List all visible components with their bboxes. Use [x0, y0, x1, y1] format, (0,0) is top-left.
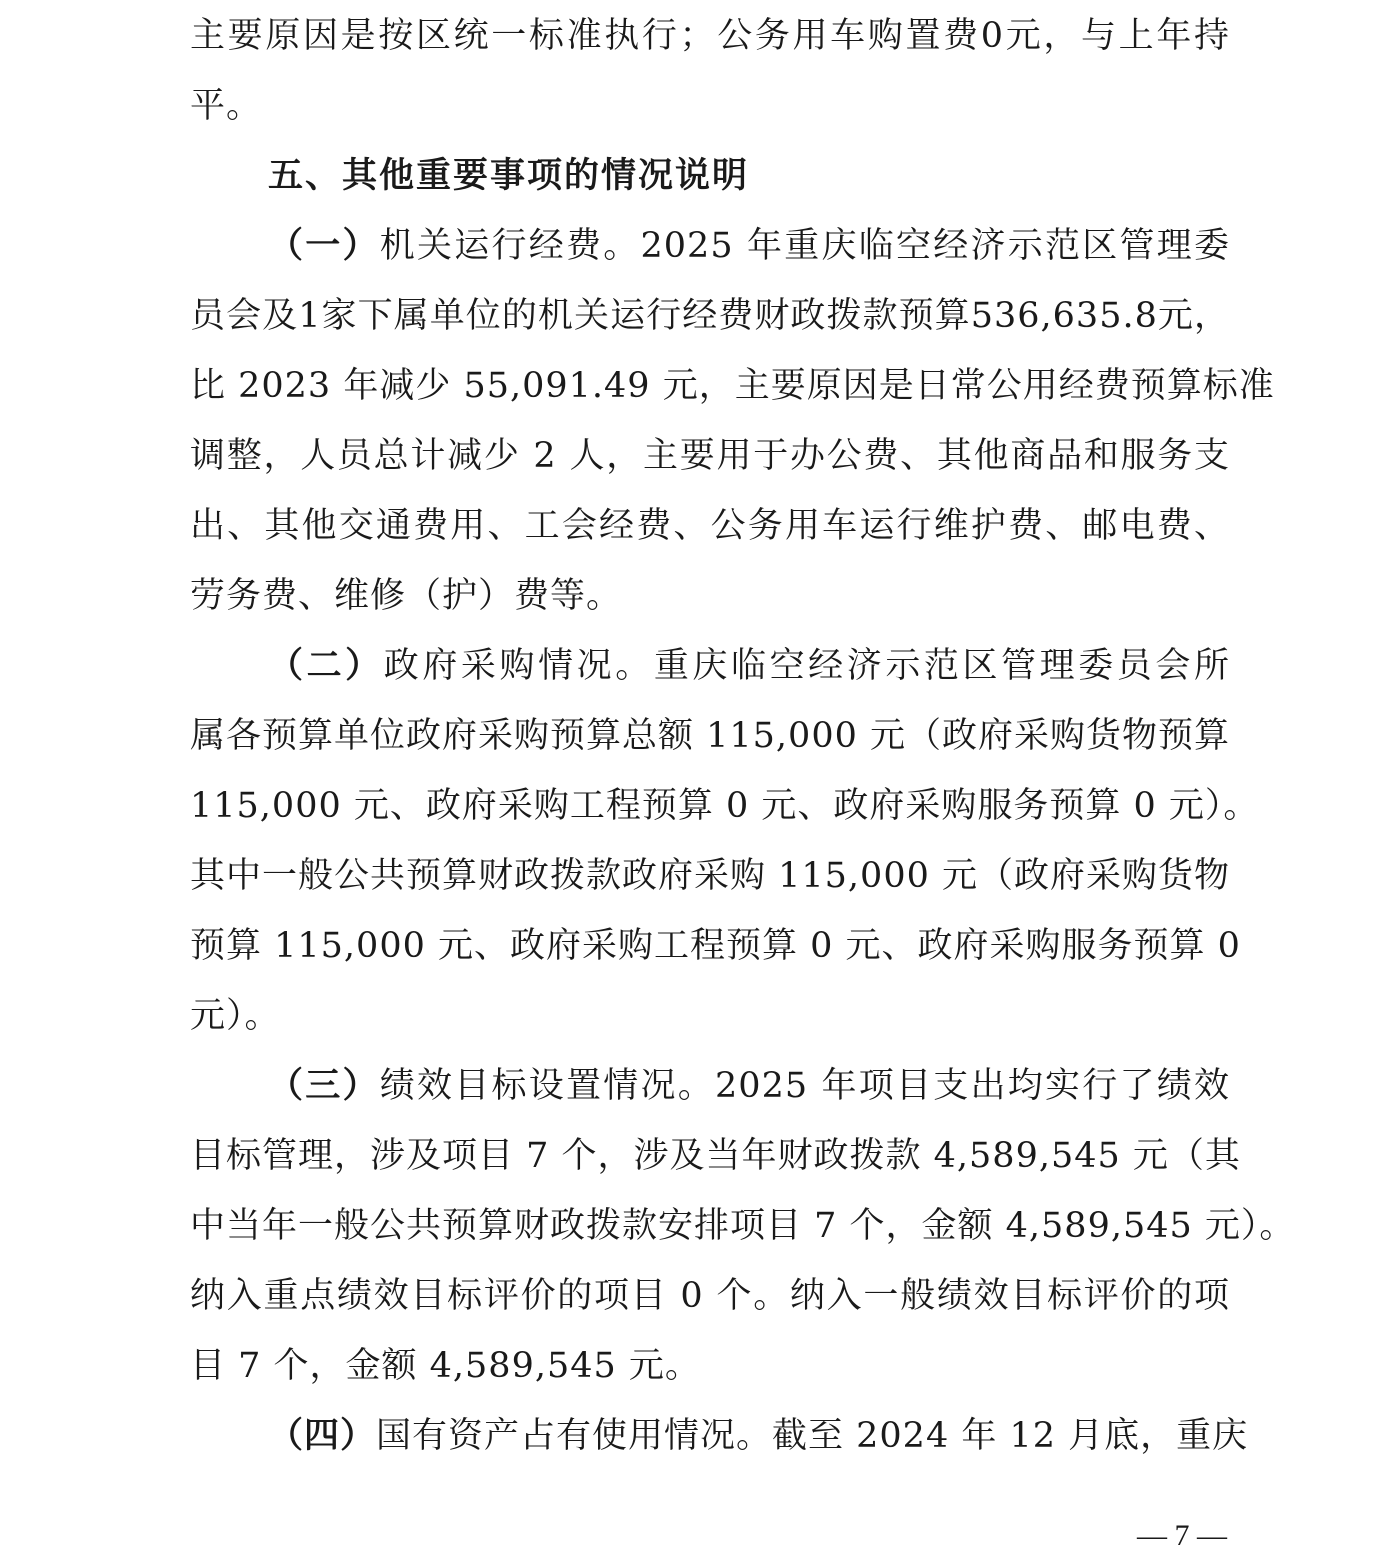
body-text-line: 主要原因是按区统一标准执行；公务用车购置费0元，与上年持 — [190, 16, 1230, 56]
item-text: 机关运行经费。2025 年重庆临空经济示范区管理委 — [379, 226, 1230, 266]
item-first-line — [268, 1050, 1230, 1122]
body-text-line: 劳务费、维修（护）费等。 — [190, 576, 623, 616]
item-first-line — [268, 630, 1230, 702]
body-text-line: 比 2023 年减少 55,091.49 元，主要原因是日常公用经费预算标准 — [190, 366, 1275, 406]
body-text-line: 中当年一般公共预算财政拨款安排项目 7 个，金额 4,589,545 元）。 — [190, 1206, 1296, 1246]
section-heading: 五、其他重要事项的情况说明 — [268, 156, 750, 196]
item-text: 国有资产占有使用情况。截至 2024 年 12 月底，重庆 — [376, 1416, 1249, 1456]
body-text-line: 纳入重点绩效目标评价的项目 0 个。纳入一般绩效目标评价的项 — [190, 1276, 1230, 1316]
page-number: — 7 — — [1137, 1519, 1227, 1552]
body-text-line: 属各预算单位政府采购预算总额 115,000 元（政府采购货物预算 — [190, 716, 1230, 756]
item-first-line — [268, 210, 1230, 282]
item-text: 政府采购情况。重庆临空经济示范区管理委员会所 — [383, 646, 1230, 686]
item-marker: （一） — [268, 225, 380, 266]
item-marker: （四） — [268, 1415, 377, 1456]
item-marker: （二） — [268, 645, 384, 686]
body-text-line: 元）。 — [190, 996, 281, 1036]
body-text-line: 目标管理，涉及项目 7 个，涉及当年财政拨款 4,589,545 元（其 — [190, 1136, 1241, 1176]
item-marker: （三） — [268, 1065, 380, 1106]
body-text-line: 115,000 元、政府采购工程预算 0 元、政府采购服务预算 0 元）。 — [190, 786, 1260, 826]
body-text-line: 其中一般公共预算财政拨款政府采购 115,000 元（政府采购货物 — [190, 856, 1230, 896]
body-text-line: 调整，人员总计减少 2 人，主要用于办公费、其他商品和服务支 — [190, 436, 1230, 476]
body-text-line: 目 7 个，金额 4,589,545 元。 — [190, 1346, 701, 1386]
item-text: 绩效目标设置情况。2025 年项目支出均实行了绩效 — [379, 1066, 1230, 1106]
body-text-line: 出、其他交通费用、工会经费、公务用车运行维护费、邮电费、 — [190, 506, 1230, 546]
body-text-line: 预算 115,000 元、政府采购工程预算 0 元、政府采购服务预算 0 — [190, 926, 1241, 966]
body-text-line: 平。 — [190, 86, 263, 126]
item-first-line — [268, 1400, 1249, 1472]
body-text-line: 员会及1家下属单位的机关运行经费财政拨款预算536,635.8元， — [190, 296, 1230, 336]
